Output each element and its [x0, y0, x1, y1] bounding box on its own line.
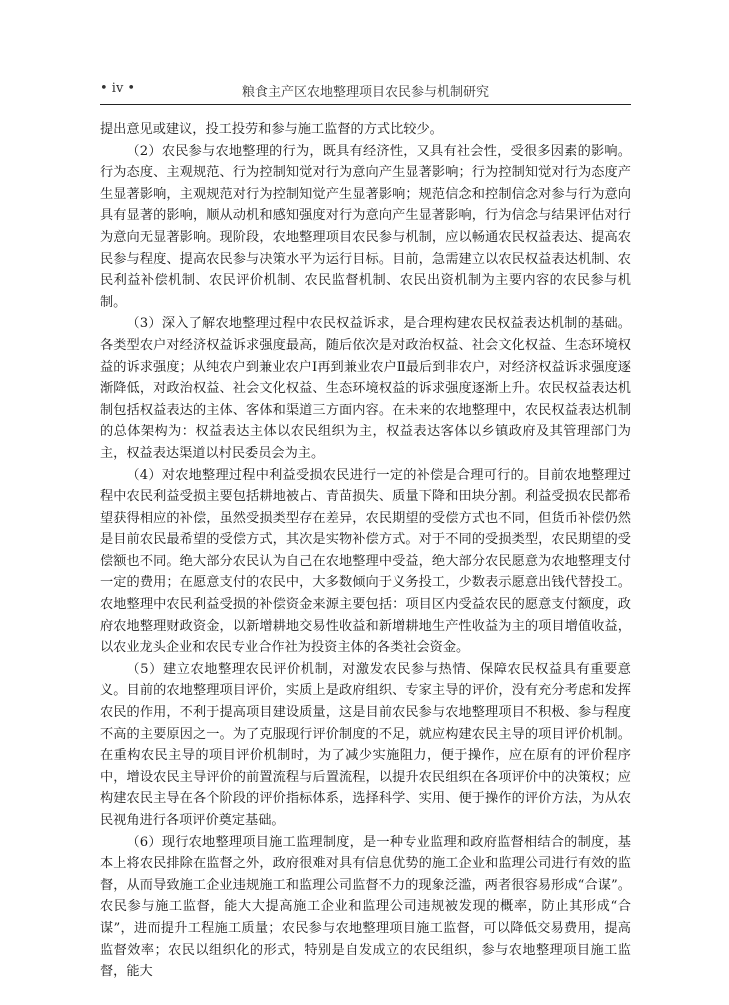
- paragraph: （4）对农地整理过程中利益受损农民进行一定的补偿是合理可行的。目前农地整理过程中农民利益受损主要包括耕地被占、青苗损失、质量下降和田块分割。利益受损农民都希望获得相应的补偿，虽然受损类型存在差异，农民期望的受偿方式也不同，但货币补偿仍然是目前农民最希望的受偿方式，其次是实物补偿方式。对于不同的受损类型，农民期望的受偿额也不同。绝大部分农民认为自己在农地整理中受益，绝大部分农民愿意为农地整理支付一定的费用；在愿意支付的农民中，大多数倾向于义务投工，少数表示愿意出钱代替投工。农地整理中农民利益受损的补偿资金来源主要包括：项目区内受益农民的愿意支付额度，政府农地整理财政资金，以新增耕地交易性收益和新增耕地生产性收益为主的项目增值收益，以农业龙头企业和农民专业合作社为投资主体的各类社会资金。: [100, 467, 631, 656]
- paragraph: （6）现行农地整理项目施工监理制度，是一种专业监理和政府监督相结合的制度，基本上将农民排除在监督之外，政府很难对具有信息优势的施工企业和监理公司进行有效的监督，从而导致施工企业违规施工和监理公司监督不力的现象泛滥，两者很容易形成“合谋”。农民参与施工监督，能大大提高施工企业和监理公司违规被发现的概率，防止其形成“合谋”，进而提升工程施工质量；农民参与农地整理项目施工监督，可以降低交易费用，提高监督效率；农民以组织化的形式，特别是自发成立的农民组织，参与农地整理项目施工监督，能大: [100, 834, 631, 980]
- page-number: • iv •: [100, 81, 136, 96]
- paragraph: （3）深入了解农地整理过程中农民权益诉求，是合理构建农民权益表达机制的基础。各类型农户对经济权益诉求强度最高，随后依次是对政治权益、社会文化权益、生态环境权益的诉求强度；从纯农户到兼业农户Ⅰ再到兼业农户Ⅱ最后到非农户，对经济权益诉求强度逐渐降低，对政治权益、社会文化权益、生态环境权益的诉求强度逐渐上升。农民权益表达机制包括权益表达的主体、客体和渠道三方面内容。在未来的农地整理中，农民权益表达机制的总体架构为：权益表达主体以农民组织为主，权益表达客体以乡镇政府及其管理部门为主，权益表达渠道以村民委员会为主。: [100, 316, 631, 461]
- header-rule: [100, 104, 631, 105]
- paragraph: 提出意见或建议，投工投劳和参与施工监督的方式比较少。: [100, 122, 443, 137]
- paragraph: （2）农民参与农地整理的行为，既具有经济性，又具有社会性，受很多因素的影响。行为态度、主观规范、行为控制知觉对行为意向产生显著影响；行为控制知觉对行为态度产生显著影响，主观规范对行为控制知觉产生显著影响；规范信念和控制信念对参与行为意向具有显著的影响，顺从动机和感知强度对行为意向产生显著影响，行为信念与结果评估对行为意向无显著影响。现阶段，农地整理项目农民参与机制，应以畅通农民权益表达、提高农民参与程度、提高农民参与决策水平为运行目标。目前，急需建立以农民权益表达机制、农民利益补偿机制、农民评价机制、农民监督机制、农民出资机制为主要内容的农民参与机制。: [100, 143, 631, 310]
- paragraph: （5）建立农地整理农民评价机制，对激发农民参与热情、保障农民权益具有重要意义。目前的农地整理项目评价，实质上是政府组织、专家主导的评价，没有充分考虑和发挥农民的作用，不利于提高项目建设质量，这是目前农民参与农地整理项目不积极、参与程度不高的主要原因之一。为了克服现行评价制度的不足，就应构建农民主导的项目评价机制。在重构农民主导的项目评价机制时，为了减少实施阻力，便于操作，应在原有的评价程序中，增设农民主导评价的前置流程与后置流程，以提升农民组织在各项评价中的决策权；应构建农民主导在各个阶段的评价指标体系，选择科学、实用、便于操作的评价方法，为从农民视角进行各项评价奠定基础。: [100, 661, 631, 828]
- running-title: 粮食主产区农地整理项目农民参与机制研究: [241, 85, 489, 100]
- page-header: [100, 78, 631, 100]
- body-text: [100, 119, 631, 983]
